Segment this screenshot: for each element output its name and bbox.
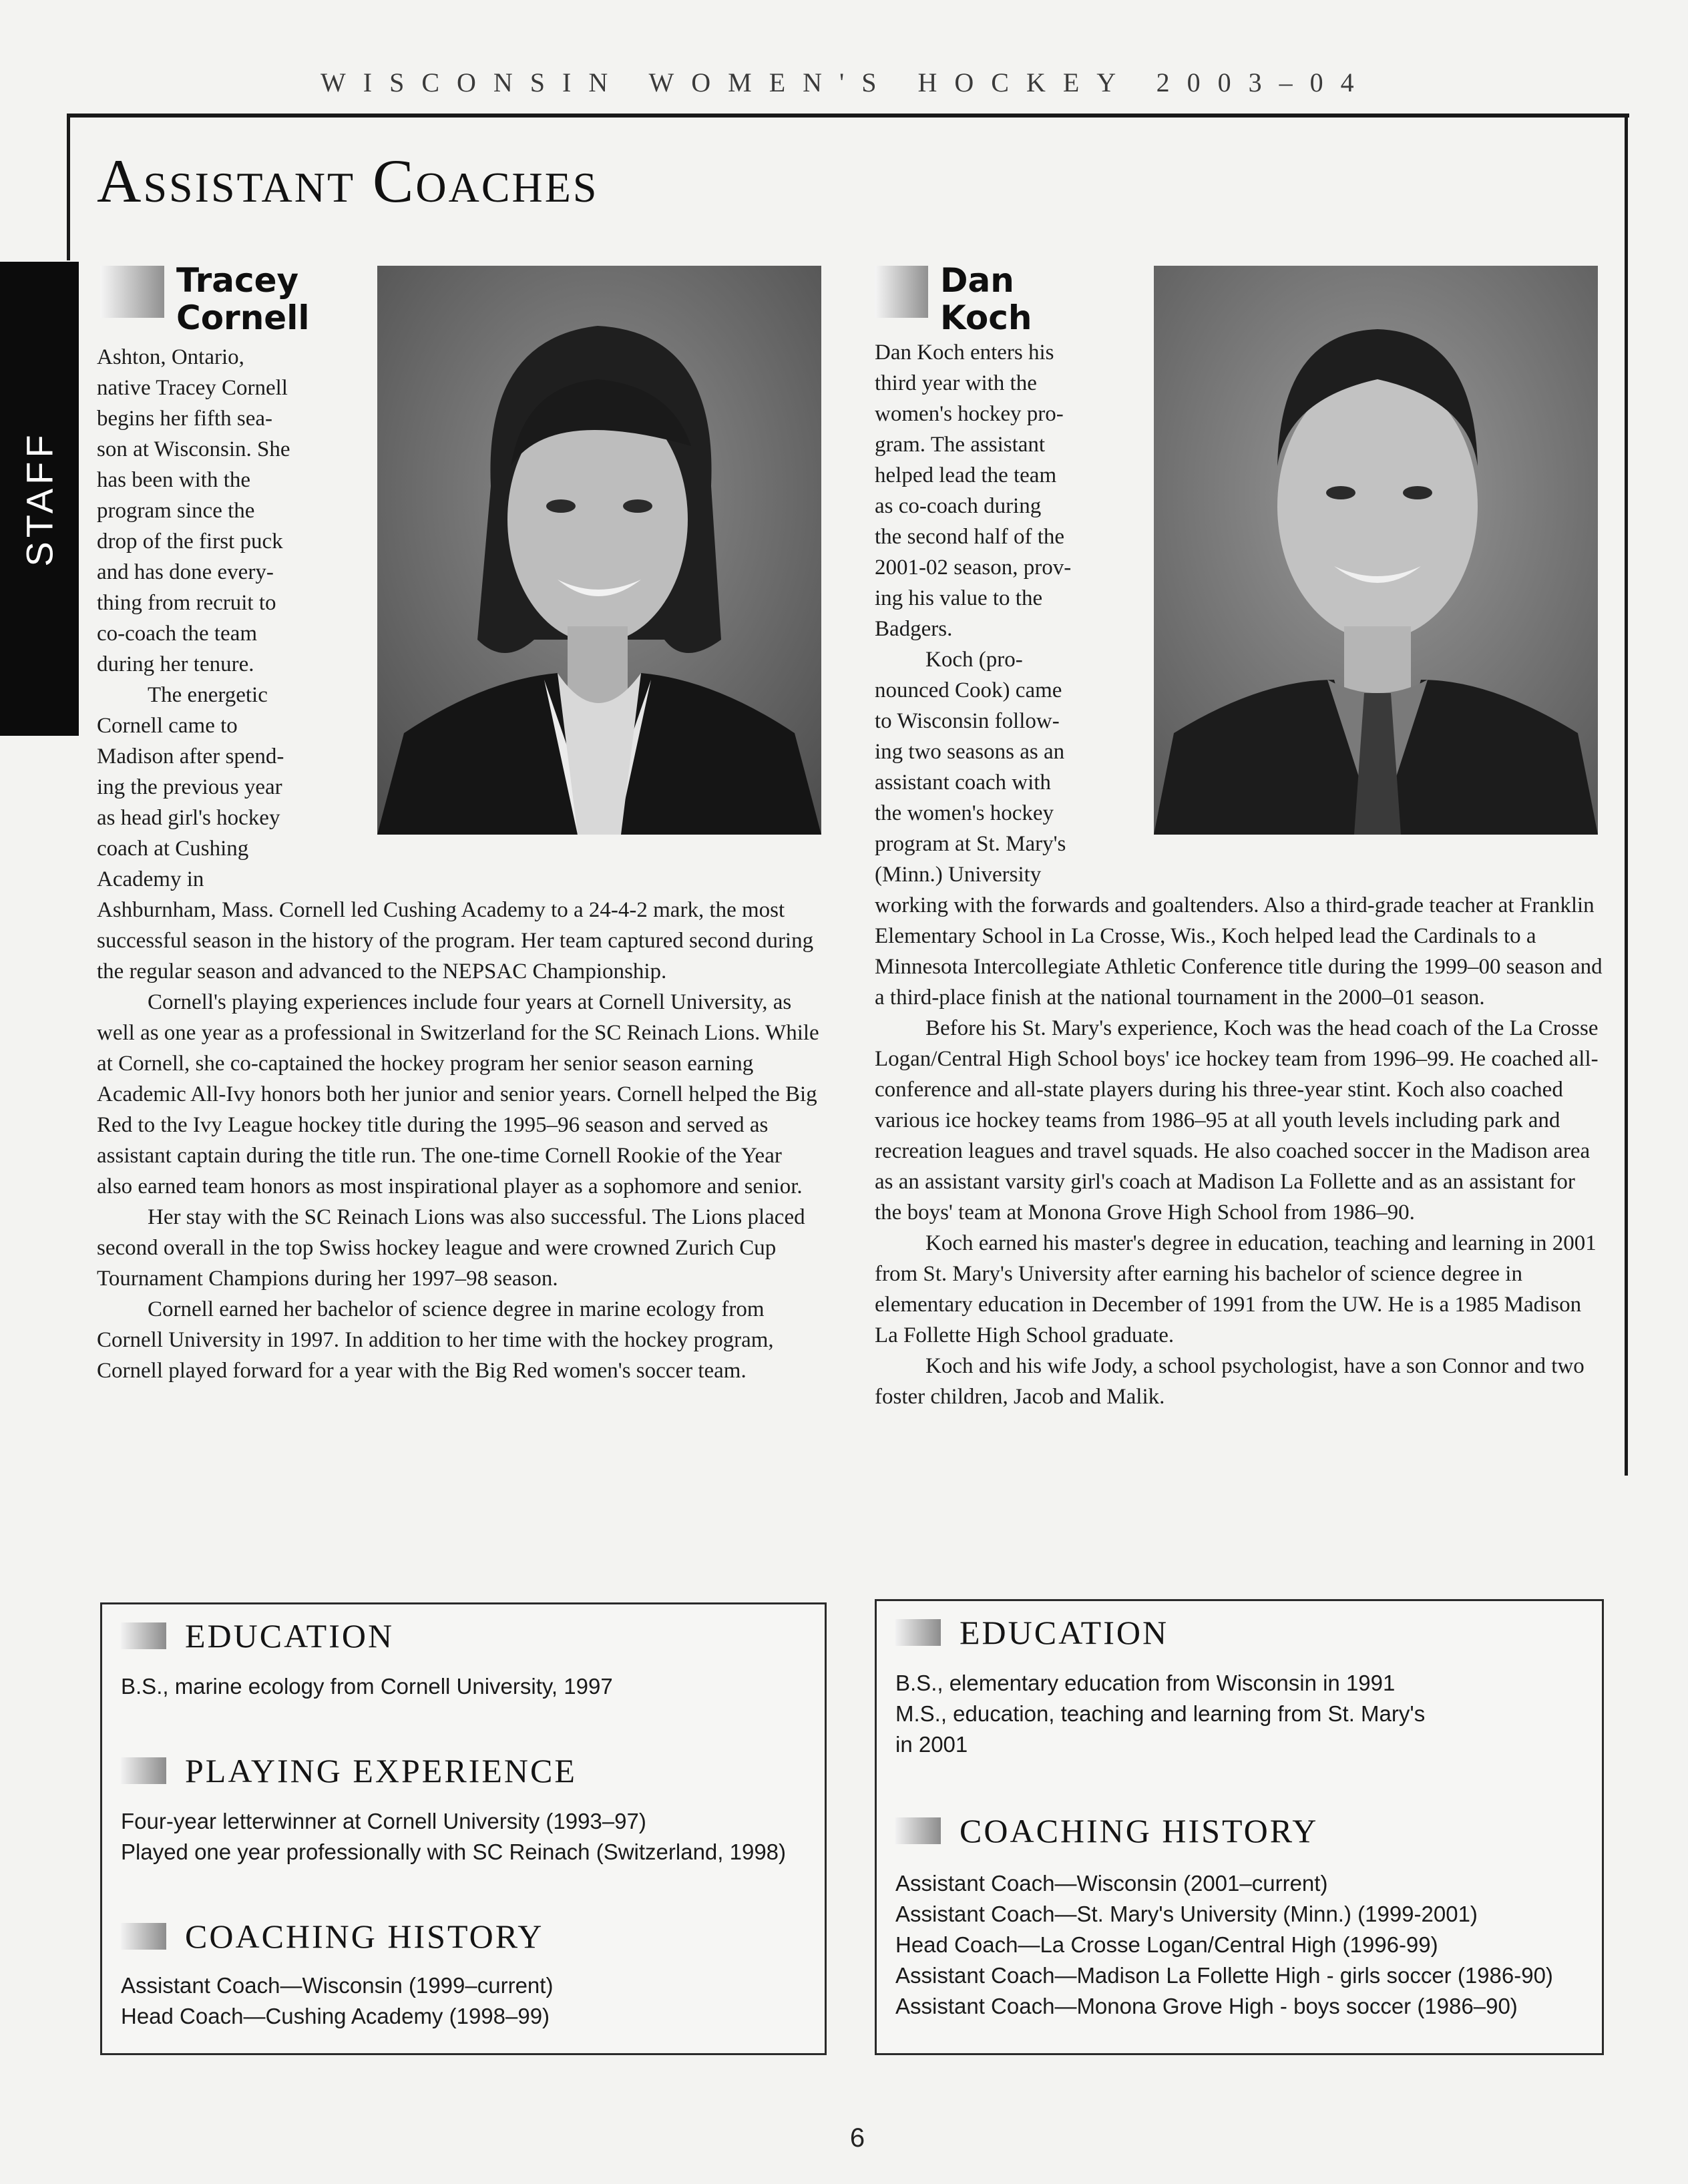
list-item: Assistant Coach—St. Mary's University (Minn.) (1999-2001) (895, 1902, 1478, 1926)
page-number: 6 (849, 2123, 865, 2153)
section-title-text: COACHING HISTORY (960, 1812, 1319, 1849)
right-rule (1625, 114, 1628, 1476)
list-item: Assistant Coach—Madison La Follette High - girls soccer (1986-90) (895, 1963, 1553, 1988)
list-item: in 2001 (895, 1732, 968, 1757)
portrait-photo-icon (377, 266, 821, 835)
coach1-first-name: Tracey (176, 261, 299, 300)
name-marker-icon (875, 266, 928, 318)
coach1-education-list (121, 1671, 613, 1702)
bio-line: as co-coach during (875, 494, 1042, 518)
bio-line: native Tracey Cornell (97, 376, 288, 400)
coach2-first-name: Dan (940, 261, 1014, 300)
coach2-name (940, 262, 1032, 337)
portrait-photo-icon (1154, 266, 1598, 835)
section-title-text: EDUCATION (960, 1614, 1169, 1651)
section-marker-icon (121, 1923, 166, 1950)
bio-line: (Minn.) University (875, 863, 1042, 887)
bio-line: and has done every- (97, 560, 274, 584)
bio-line: ing his value to the (875, 586, 1043, 610)
bio-line: ing two seasons as an (875, 740, 1065, 764)
bio-line: Ashton, Ontario, (97, 345, 244, 369)
bio-paragraph: working with the forwards and goaltenders. Also a third-grade teacher at Franklin Elementary School in La Crosse, Wis., Koch helped lead the Cardinals to a Minnesota Intercollegiate Athletic Conference title during the 1999–00 season and a third-place finish at the national tournament in the 2000–01 season. (875, 893, 1603, 1010)
list-item: M.S., education, teaching and learning from St. Mary's (895, 1701, 1426, 1726)
bio-line: ing the previous year (97, 775, 282, 799)
bio-line: women's hockey pro- (875, 402, 1064, 426)
coach1-name (176, 262, 310, 337)
bio-line: Koch (pro- (925, 648, 1023, 672)
coach1-education-heading (121, 1616, 394, 1655)
coach2-name-block (875, 262, 1032, 337)
list-item: Assistant Coach—Monona Grove High - boys soccer (1986–90) (895, 1994, 1518, 2018)
staff-section-tab (0, 262, 79, 736)
bio-paragraph: Ashburnham, Mass. Cornell led Cushing Academy to a 24-4-2 mark, the most successful season in the history of the program. Her team captured second during the regular season and advanced to the NEPSAC Championship. (97, 898, 814, 984)
coach2-bio-body (875, 890, 1603, 1412)
page-title: Assistant Coaches (97, 147, 599, 215)
section-title-text: PLAYING EXPERIENCE (185, 1752, 577, 1789)
coach1-info-box (100, 1602, 827, 2055)
bio-line: begins her fifth sea- (97, 407, 272, 431)
coach1-coaching-list (121, 1970, 553, 2032)
coach2-coaching-heading (895, 1811, 1318, 1850)
bio-line: third year with the (875, 371, 1037, 395)
top-rule (67, 114, 1629, 118)
list-item: Assistant Coach—Wisconsin (2001–current) (895, 1871, 1328, 1896)
bio-line: has been with the (97, 468, 251, 492)
coach2-portrait-photo (1154, 266, 1598, 835)
section-marker-icon (121, 1757, 166, 1784)
list-item: Head Coach—La Crosse Logan/Central High (1996-99) (895, 1932, 1438, 1957)
bio-line: Academy in (97, 867, 204, 891)
section-title-text: COACHING HISTORY (185, 1918, 544, 1955)
coach2-info-box (875, 1599, 1604, 2055)
coach2-coaching-list (895, 1868, 1553, 2022)
coach1-portrait-photo (377, 266, 821, 835)
coach1-playing-list (121, 1806, 786, 1868)
bio-line: assistant coach with (875, 771, 1051, 795)
bio-line: Madison after spend- (97, 744, 284, 769)
left-rule (67, 114, 70, 260)
coach2-bio-wrapped (875, 337, 1148, 890)
name-marker-icon (100, 266, 164, 318)
bio-paragraph: Cornell earned her bachelor of science degree in marine ecology from Cornell University in 1997. In addition to her time with the hockey program, Cornell played forward for a year with the Big Red women's soccer team. (97, 1297, 774, 1383)
bio-line: Dan Koch enters his (875, 341, 1054, 365)
staff-tab-label: STAFF (18, 431, 61, 567)
bio-line: program at St. Mary's (875, 832, 1066, 856)
bio-line: the women's hockey (875, 801, 1054, 825)
bio-line: program since the (97, 499, 255, 523)
section-marker-icon (895, 1619, 941, 1646)
coach1-bio-wrapped (97, 342, 377, 895)
bio-line: thing from recruit to (97, 591, 276, 615)
bio-paragraph: Koch and his wife Jody, a school psychologist, have a son Connor and two foster children, Jacob and Malik. (875, 1354, 1585, 1409)
bio-line: son at Wisconsin. She (97, 437, 290, 461)
section-marker-icon (121, 1622, 166, 1649)
bio-line: Cornell came to (97, 714, 238, 738)
coach2-education-heading (895, 1613, 1169, 1652)
bio-line: The energetic (148, 683, 268, 707)
list-item: B.S., marine ecology from Cornell University, 1997 (121, 1674, 613, 1699)
bio-line: drop of the first puck (97, 529, 283, 554)
bio-line: 2001-02 season, prov- (875, 556, 1072, 580)
bio-paragraph: Cornell's playing experiences include four years at Cornell University, as well as one year as a professional in Switzerland for the SC Reinach Lions. While at Cornell, she co-captained the hockey program her senior season earning Academic All-Ivy honors both her junior and senior years. Cornell helped the Big Red to the Ivy League hockey title during the 1995–96 season and served as assistant captain during the title run. The one-time Cornell Rookie of the Year also earned team honors as most inspirational player as a sophomore and senior. (97, 990, 819, 1198)
coach1-coaching-heading (121, 1917, 544, 1956)
section-marker-icon (895, 1817, 941, 1844)
list-item: Played one year professionally with SC Reinach (Switzerland, 1998) (121, 1839, 787, 1864)
section-title-text: EDUCATION (185, 1617, 395, 1655)
bio-line: coach at Cushing (97, 837, 249, 861)
coach1-playing-heading (121, 1751, 577, 1790)
bio-line: as head girl's hockey (97, 806, 280, 830)
coach1-bio-body (97, 895, 821, 1386)
bio-line: during her tenure. (97, 652, 254, 676)
bio-line: co-coach the team (97, 622, 258, 646)
running-head: WISCONSIN WOMEN'S HOCKEY 2003–04 (321, 67, 1372, 97)
list-item: B.S., elementary education from Wisconsin in 1991 (895, 1671, 1396, 1695)
bio-paragraph: Before his St. Mary's experience, Koch was the head coach of the La Crosse Logan/Central High School boys' ice hockey team from 1996–99. He coached all-conference and all-state players during his three-year stint. Koch also coached various ice hockey teams from 1986–95 at all youth levels including park and recreation leagues and travel squads. He also coached soccer in the Madison area as an assistant varsity girl's coach at Madison La Follette and as an assistant for the boys' team at Monona Grove High School from 1986–90. (875, 1016, 1599, 1225)
list-item: Assistant Coach—Wisconsin (1999–current) (121, 1973, 554, 1998)
bio-line: helped lead the team (875, 463, 1057, 487)
bio-paragraph: Her stay with the SC Reinach Lions was also successful. The Lions placed second overall in the top Swiss hockey league and were crowned Zurich Cup Tournament Champions during her 1997–98 season. (97, 1205, 805, 1291)
bio-line: the second half of the (875, 525, 1065, 549)
bio-line: Badgers. (875, 617, 953, 641)
coach1-last-name: Cornell (176, 298, 310, 337)
list-item: Four-year letterwinner at Cornell University (1993–97) (121, 1809, 646, 1833)
bio-line: to Wisconsin follow- (875, 709, 1060, 733)
coach2-education-list (895, 1668, 1425, 1760)
list-item: Head Coach—Cushing Academy (1998–99) (121, 2004, 550, 2028)
bio-line: gram. The assistant (875, 433, 1046, 457)
coach1-name-block (100, 262, 310, 337)
bio-paragraph: Koch earned his master's degree in education, teaching and learning in 2001 from St. Mary's University after earning his bachelor of science degree in elementary education in December of 1991 from the UW. He is a 1985 Madison La Follette High School graduate. (875, 1231, 1597, 1347)
bio-line: nounced Cook) came (875, 678, 1062, 702)
coach2-last-name: Koch (940, 298, 1032, 337)
